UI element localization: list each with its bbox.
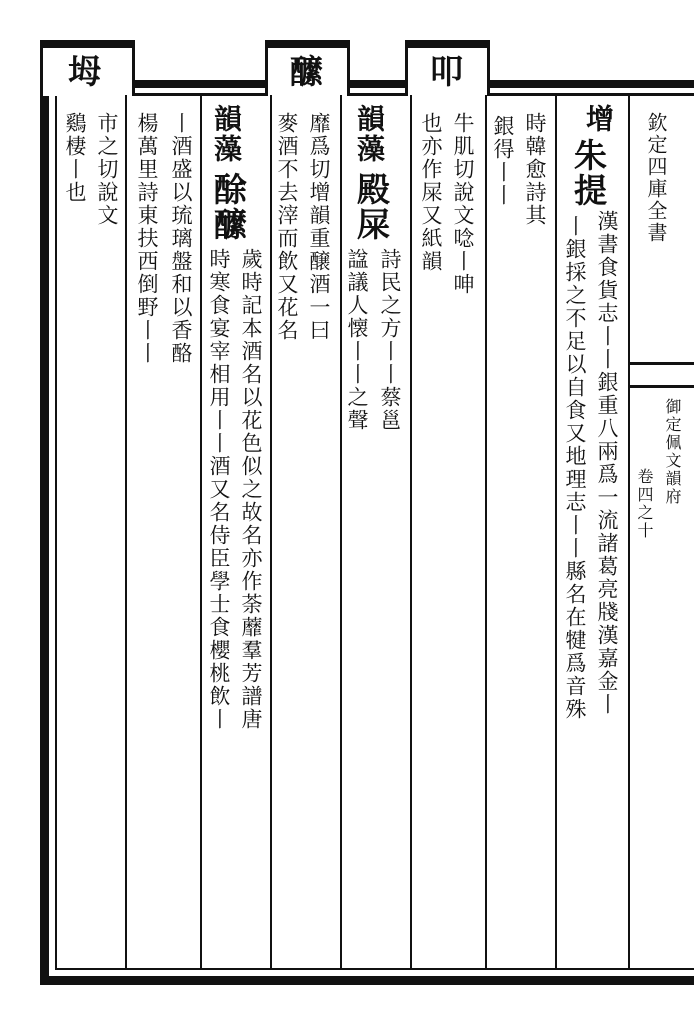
entry-head: 坶 [63, 54, 102, 89]
fish-tail-mark [628, 362, 694, 388]
entry-text-line: 丨酒盛以琉璃盤和以香酪 [169, 112, 193, 365]
column-divider [270, 95, 272, 968]
column-divider [485, 95, 487, 968]
entry-head: 叩 [425, 54, 464, 89]
column-divider [125, 95, 127, 968]
volume-number: 卷四之十 [635, 468, 654, 540]
entry-text-line: 靡爲切增韻重醸酒一曰 [307, 112, 331, 342]
column-divider [555, 95, 557, 968]
section-head: 韻藻 [353, 104, 386, 164]
entry-text-line: 丨銀採之不足以自食又地理志丨丨縣名在犍爲音殊 [563, 215, 587, 721]
entry-headword: 殿屎 [352, 172, 391, 242]
section-head: 韻藻 [210, 104, 243, 164]
top-border-segment [130, 80, 270, 88]
entry-text-line: 楊萬里詩東扶西倒野丨丨 [135, 112, 159, 365]
entry-text-line: 詩民之方丨丨蔡邕 [378, 248, 402, 432]
entry-text-line: 鷄棲丨也 [63, 112, 87, 204]
entry-text-line: 麥酒不去滓而飲又花名 [275, 112, 299, 342]
entry-text-line: 諡議人懐丨丨之聲 [345, 248, 369, 432]
entry-text-line: 牛肌切說文唸丨呻 [451, 112, 475, 296]
entry-text-line: 漢書食貨志丨丨銀重八兩爲一流諸葛亮牋漢嘉金丨 [595, 210, 619, 716]
entry-head: 增 [582, 104, 615, 134]
entry-head: 醿 [285, 54, 324, 89]
column-divider [200, 95, 202, 968]
book-title: 欽定四庫全書 [644, 112, 668, 244]
entry-text-line: 也亦作屎又紙韻 [419, 112, 443, 273]
entry-text-line: 時寒食宴宰相用丨丨酒又名侍臣學士食櫻桃飲丨 [207, 248, 231, 731]
entry-text-line: 歲時記本酒名以花色似之故名亦作荼蘼羣芳譜唐 [239, 248, 263, 731]
top-border-segment [485, 80, 694, 88]
entry-text-line: 銀得丨丨 [491, 115, 515, 207]
entry-text-line: 時韓愈詩其 [523, 112, 547, 227]
top-inner-line [55, 93, 694, 96]
top-border-segment [345, 80, 405, 88]
entry-text-line: 市之切說文 [95, 112, 119, 227]
section-title: 御定佩文韻府 [663, 398, 682, 506]
column-divider [340, 95, 342, 968]
column-divider [410, 95, 412, 968]
entry-headword: 朱提 [569, 138, 608, 208]
entry-headword: 酴醿 [209, 172, 248, 242]
